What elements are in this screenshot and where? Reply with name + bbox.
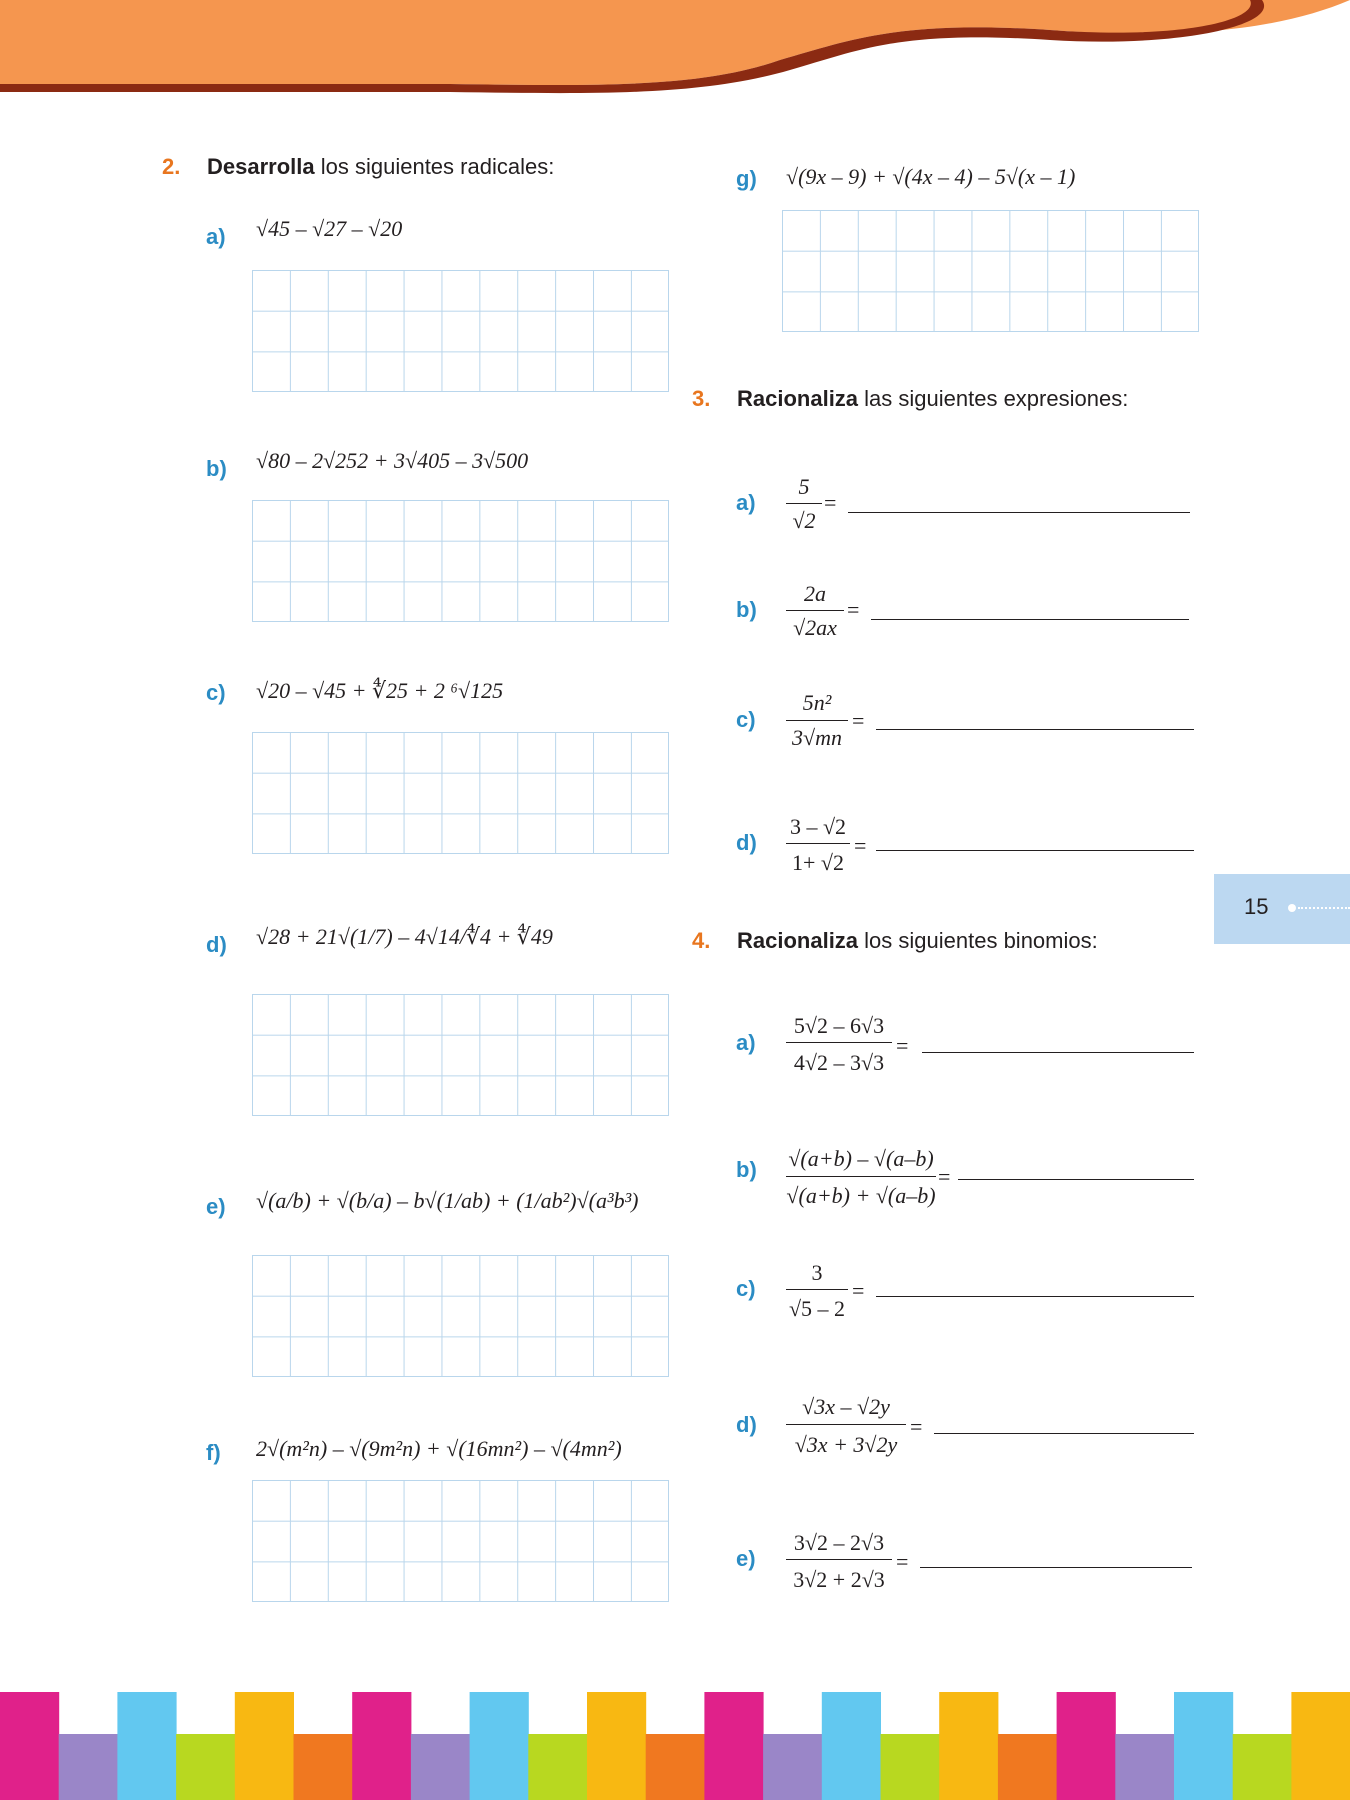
footer-stripe <box>411 1734 470 1800</box>
answer-line[interactable] <box>848 512 1190 513</box>
fraction-numerator: 2a <box>804 581 826 606</box>
tab-dot <box>1288 904 1296 912</box>
footer-color-stripes <box>0 1692 1350 1800</box>
item-label: d) <box>736 1412 757 1437</box>
footer-stripe <box>822 1692 881 1800</box>
item-label: f) <box>206 1440 221 1465</box>
fraction-denominator: √(a+b) + √(a–b) <box>786 1183 936 1208</box>
section-2-title: Desarrolla los siguientes radicales: <box>207 154 555 179</box>
equals-sign: = <box>896 1549 909 1574</box>
section-2-number: 2. <box>162 154 181 179</box>
fraction-numerator: √(a+b) – √(a–b) <box>788 1146 934 1171</box>
equals-sign: = <box>852 708 865 733</box>
fraction-denominator: √2ax <box>793 615 837 640</box>
footer-stripe <box>470 1692 529 1800</box>
header-banner <box>0 0 1350 100</box>
fraction-bar <box>786 1289 848 1290</box>
item-label: d) <box>736 830 757 855</box>
fraction-denominator: 3√2 + 2√3 <box>793 1567 885 1592</box>
fraction-denominator: 1+ √2 <box>792 850 844 875</box>
item-label: a) <box>736 1030 756 1055</box>
fraction-denominator: √5 – 2 <box>788 1296 846 1321</box>
fraction-denominator: 3√mn <box>792 725 842 750</box>
fraction-denominator: √2 <box>792 508 816 533</box>
footer-stripe <box>998 1734 1057 1800</box>
answer-line[interactable] <box>871 619 1189 620</box>
section-4-title: Racionaliza los siguientes binomios: <box>737 928 1098 953</box>
radical-expression: √(9x – 9) + √(4x – 4) – 5√(x – 1) <box>786 164 1076 189</box>
footer-stripe <box>528 1734 587 1800</box>
footer-stripe <box>294 1734 353 1800</box>
footer-stripe <box>587 1692 646 1800</box>
footer-stripe <box>939 1692 998 1800</box>
item-label: b) <box>736 597 757 622</box>
fraction-numerator: 5n² <box>802 690 832 715</box>
footer-stripe <box>1115 1734 1174 1800</box>
fraction-denominator: 4√2 – 3√3 <box>793 1050 885 1075</box>
equals-sign: = <box>852 1278 865 1303</box>
item-label: b) <box>206 456 227 481</box>
item-label: e) <box>736 1546 756 1571</box>
fraction-numerator: √3x – √2y <box>802 1394 890 1419</box>
fraction-bar <box>786 1176 936 1177</box>
answer-grid[interactable] <box>252 270 669 392</box>
equals-sign: = <box>824 490 837 515</box>
answer-line[interactable] <box>876 850 1194 851</box>
fraction-numerator: 5√2 – 6√3 <box>793 1013 885 1038</box>
answer-grid[interactable] <box>252 500 669 622</box>
answer-grid[interactable] <box>252 994 669 1116</box>
fraction-numerator: 5 <box>798 474 810 499</box>
fraction-denominator: √3x + 3√2y <box>794 1432 898 1457</box>
equals-sign: = <box>910 1414 923 1439</box>
item-label: c) <box>206 680 226 705</box>
item-label: c) <box>736 707 756 732</box>
item-label: g) <box>736 166 757 191</box>
equals-sign: = <box>854 833 867 858</box>
section-4-number: 4. <box>692 928 711 953</box>
item-label: a) <box>736 490 756 515</box>
fraction-bar <box>786 1424 906 1425</box>
footer-stripe <box>646 1734 705 1800</box>
fraction-bar <box>786 720 848 721</box>
radical-expression: √45 – √27 – √20 <box>256 216 403 241</box>
footer-stripe <box>0 1692 59 1800</box>
item-label: b) <box>736 1157 757 1182</box>
fraction-bar <box>786 1559 892 1560</box>
fraction-bar <box>786 843 850 844</box>
footer-stripe <box>176 1734 235 1800</box>
answer-line[interactable] <box>958 1179 1194 1180</box>
radical-expression: √20 – √45 + ∜25 + 2 ⁶√125 <box>256 678 504 703</box>
answer-line[interactable] <box>920 1567 1192 1568</box>
answer-line[interactable] <box>934 1433 1194 1434</box>
fraction-bar <box>786 1042 892 1043</box>
page-number: 15 <box>1244 894 1269 919</box>
fraction-numerator: 3 <box>811 1260 823 1285</box>
tab-dotted-line <box>1298 907 1350 909</box>
answer-grid[interactable] <box>252 1480 669 1602</box>
radical-expression: √80 – 2√252 + 3√405 – 3√500 <box>256 448 529 473</box>
item-label: e) <box>206 1194 226 1219</box>
equals-sign: = <box>896 1033 909 1058</box>
section-3-title: Racionaliza las siguientes expresiones: <box>737 386 1129 411</box>
answer-grid[interactable] <box>252 1255 669 1377</box>
fraction-bar <box>786 610 844 611</box>
item-label: c) <box>736 1276 756 1301</box>
equals-sign: = <box>938 1164 951 1189</box>
footer-stripe <box>1174 1692 1233 1800</box>
footer-stripe <box>1233 1734 1292 1800</box>
page-number-tab <box>1214 874 1350 944</box>
answer-grid[interactable] <box>252 732 669 854</box>
radical-expression: 2√(m²n) – √(9m²n) + √(16mn²) – √(4mn²) <box>256 1436 622 1461</box>
equals-sign: = <box>847 597 860 622</box>
answer-grid[interactable] <box>782 210 1199 332</box>
fraction-bar <box>786 503 822 504</box>
item-label: d) <box>206 932 227 957</box>
footer-stripe <box>763 1734 822 1800</box>
footer-stripe <box>117 1692 176 1800</box>
footer-stripe <box>352 1692 411 1800</box>
fraction-numerator: 3 – √2 <box>789 814 847 839</box>
answer-line[interactable] <box>876 729 1194 730</box>
footer-stripe <box>881 1734 940 1800</box>
footer-stripe <box>59 1734 118 1800</box>
answer-line[interactable] <box>876 1296 1194 1297</box>
radical-expression: √28 + 21√(1/7) – 4√14/∜4 + ∜49 <box>256 924 553 949</box>
footer-stripe <box>1057 1692 1116 1800</box>
section-3-number: 3. <box>692 386 711 411</box>
footer-stripe <box>1291 1692 1350 1800</box>
item-label: a) <box>206 224 226 249</box>
footer-stripe <box>235 1692 294 1800</box>
footer-stripe <box>704 1692 763 1800</box>
answer-line[interactable] <box>922 1052 1194 1053</box>
fraction-numerator: 3√2 – 2√3 <box>793 1530 885 1555</box>
radical-expression: √(a/b) + √(b/a) – b√(1/ab) + (1/ab²)√(a³b³) <box>256 1188 639 1213</box>
